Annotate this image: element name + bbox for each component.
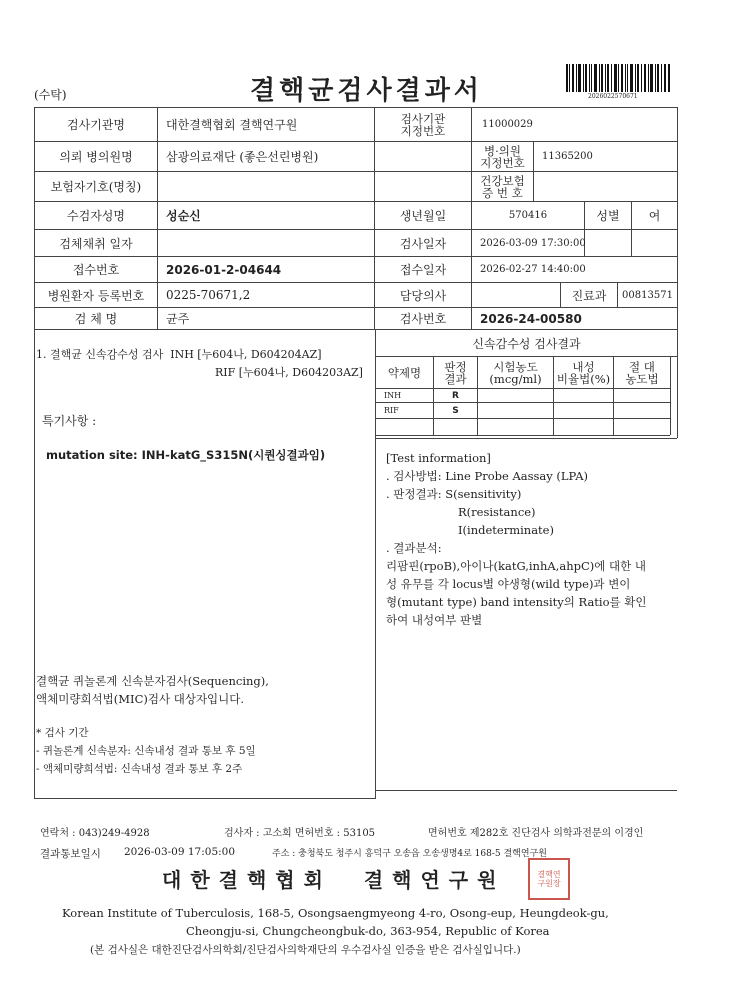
barcode [566, 64, 670, 92]
info-method: . 검사방법: Line Probe Aassay (LPA) [386, 469, 589, 483]
page-title: 결핵균검사결과서 [250, 76, 483, 106]
col-abs: 절 대 농도법 [625, 359, 659, 386]
lab-id-value: 11000029 [482, 119, 533, 130]
target-note-2: 액체미량희석법(MIC)검사 대상자입니다. [36, 692, 245, 706]
license: 면허번호 제282호 진단검사 의학과전문의 이경인 [428, 828, 644, 839]
col-drug: 약제명 [387, 365, 422, 380]
period-1: - 퀴놀론계 신속분자: 신속내성 결과 통보 후 5일 [36, 745, 256, 757]
hosp-id-value: 11365200 [542, 151, 593, 162]
patient-value: 성순신 [166, 209, 201, 223]
requester-value: 삼광의료재단 (좋은선린병원) [166, 150, 319, 164]
insurance-cert-label: 건강보험 증 번 호 [480, 173, 525, 200]
period-title: * 검사 기간 [36, 727, 89, 739]
org-name: 대한결핵협회 결핵연구원 [162, 868, 506, 892]
doctor-value [472, 283, 560, 307]
receipt-date-label: 접수일자 [399, 263, 447, 277]
barcode-number: 2026022570671 [588, 93, 638, 100]
lab-value: 대한결핵협회 결핵연구원 [166, 118, 298, 132]
info-text-2: 성 유무를 각 locus별 야생형(wild type)과 변이 [386, 577, 631, 591]
notify-label: 결과통보일시 [40, 848, 101, 860]
row-drug: RIF [384, 406, 399, 415]
info-text-4: 하여 내성여부 판별 [386, 613, 483, 627]
lab-label: 검사기관명 [67, 118, 125, 132]
period-2: - 액체미량희석법: 신속내성 결과 통보 후 2주 [36, 763, 243, 775]
dept-value: 00813571 [622, 289, 673, 301]
specimen-label: 검 체 명 [74, 312, 118, 326]
info-judge: . 판정결과: S(sensitivity) [386, 487, 522, 501]
test-no-label: 검사번호 [399, 312, 447, 326]
specimen-value: 균주 [166, 312, 190, 326]
receipt-no-label: 접수번호 [72, 263, 120, 277]
row-result: S [452, 405, 459, 416]
test-no-value: 2026-24-00580 [480, 311, 582, 326]
dob-value: 570416 [508, 210, 548, 221]
info-title: [Test information] [386, 451, 491, 465]
seal-text: 결핵연구원장 [537, 870, 561, 888]
seal-icon [528, 858, 570, 900]
test-request-line-2: RIF [누604나, D604203AZ] [215, 366, 363, 379]
row-result: R [452, 390, 459, 401]
stamp-label: (수탁) [34, 88, 67, 102]
reg-no-value: 0225-70671,2 [166, 288, 251, 302]
info-i: I(indeterminate) [458, 523, 554, 537]
receipt-no-value: 2026-01-2-04644 [166, 262, 282, 277]
row-drug: INH [384, 391, 402, 400]
notify-value: 2026-03-09 17:05:00 [124, 846, 236, 858]
reg-no-label: 병원환자 등록번호 [47, 288, 145, 303]
info-text-3: 형(mutant type) band intensity의 Ratio를 확인 [386, 595, 647, 609]
patient-label: 수검자성명 [67, 209, 125, 223]
lab-id-label: 검사기관 지정번호 [400, 111, 446, 138]
col-ratio: 내성 비율법(%) [556, 359, 611, 386]
target-note-1: 결핵균 퀴놀론계 신속분자검사(Sequencing), [36, 674, 269, 688]
test-date-label: 검사일자 [399, 236, 447, 251]
dob-label: 생년월일 [399, 209, 447, 223]
test-request-line: 1. 결핵균 신속감수성 검사 INH [누604나, D604204AZ] [36, 348, 322, 361]
test-date-value: 2026-03-09 17:30:00 [480, 237, 586, 249]
sex-value: 여 [648, 209, 661, 223]
info-text-1: 리팜핀(rpoB),아이나(katG,inhA,ahpC)에 대한 내 [386, 559, 646, 573]
dept-label: 진료과 [571, 288, 607, 303]
hosp-id-label: 병·의원 지정번호 [480, 143, 525, 170]
insurance-label: 보험자기호(명칭) [50, 180, 142, 194]
doctor-label: 담당의사 [399, 288, 447, 303]
requester-label: 의뢰 병의원명 [59, 150, 133, 164]
susceptibility-title: 신속감수성 검사결과 [472, 336, 581, 351]
remarks-label: 특기사항 : [42, 414, 97, 428]
col-judge: 판정 결과 [444, 359, 467, 386]
address-en-2: Cheongju-si, Chungcheongbuk-do, 363-954, Republic of Korea [186, 924, 550, 938]
address-en-1: Korean Institute of Tuberculosis, 168-5, Osongsaengmyeong 4-ro, Osong-eup, Heungdeok-gu, [62, 906, 609, 920]
col-conc: 시험농도 (mcg/ml) [489, 359, 542, 386]
collect-label: 검체채취 일자 [59, 236, 133, 251]
examiner: 검사자 : 고소희 면허번호 : 53105 [224, 828, 376, 839]
mutation-site: mutation site: INH-katG_S315N(시퀀싱결과임) [46, 448, 326, 462]
info-analysis: . 결과분석: [386, 541, 442, 555]
collect-value [158, 230, 374, 256]
sex-label: 성별 [596, 209, 620, 223]
info-r: R(resistance) [458, 505, 536, 519]
address-kr: 주소 : 충청북도 청주시 흥덕구 오송읍 오송생명4로 168-5 결핵연구원 [272, 849, 547, 859]
insurance-value [158, 172, 374, 201]
cert-note: (본 검사실은 대한진단검사의학회/진단검사의학재단의 우수검사실 인증을 받은 검사실입니다.) [90, 944, 521, 956]
contact: 연락처 : 043)249-4928 [40, 828, 150, 839]
receipt-date-value: 2026-02-27 14:40:00 [480, 264, 586, 275]
insurance-cert-value [534, 172, 677, 201]
